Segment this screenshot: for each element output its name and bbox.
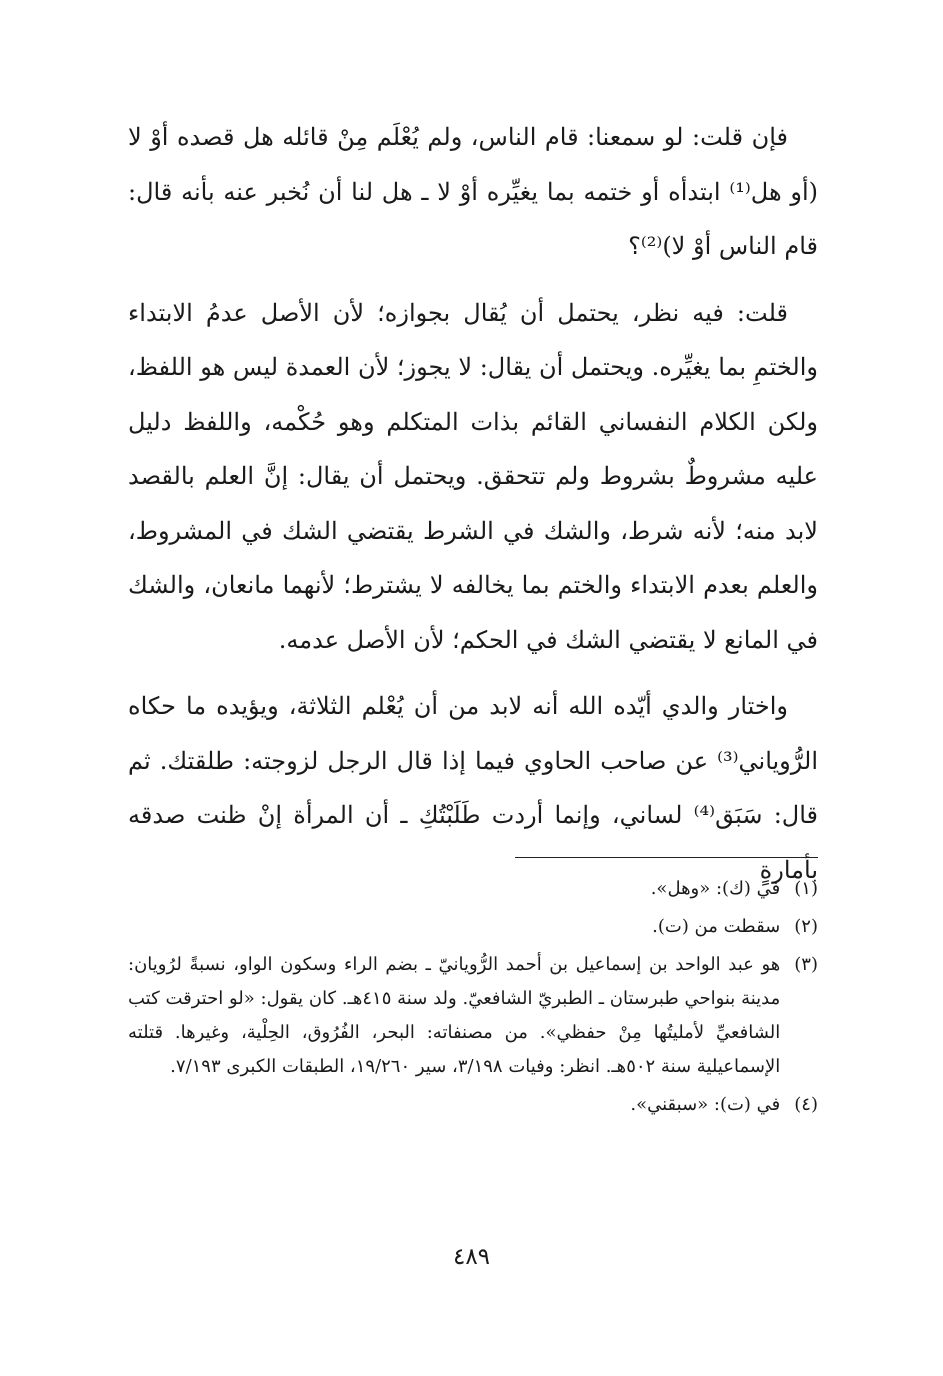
footnote-item (128, 872, 818, 906)
footnote-item (128, 948, 818, 1084)
footnote-number: (١) (794, 878, 818, 899)
footnote-text: في (ك): «وهل». (650, 878, 781, 899)
main-text (128, 110, 818, 897)
footnote-text: هو عبد الواحد بن إسماعيل بن أحمد الرُّويانيّ ـ بضم الراء وسكون الواو، نسبةً لرُويان: مدينة بنواحي طبرستان ـ الطبريّ الشافعيّ. ولد سنة ٤١٥هـ. كان يقول: «لو احترقت كتب الشافعيِّ لأمليتُها مِنْ حفظي». من مصنفاته: البحر، الفُرُوق، الحِلْية، وغيرها. قتلته الإسماعيلية سنة ٥٠٢هـ. انظر: وفيات ٣/١٩٨، سير ١٩/٢٦٠، الطبقات الكبرى ٧/١٩٣. (128, 954, 781, 1077)
paragraph-2: قلت: فيه نظر، يحتمل أن يُقال بجوازه؛ لأن الأصل عدمُ الابتداء والختمِ بما يغيِّره. ويحتمل أن يقال: لا يجوز؛ لأن العمدة ليس هو اللفظ، ولكن الكلام النفساني القائم بذات المتكلم وهو حُكْمه، واللفظ دليل عليه مشروطٌ بشروط ولم تتحقق. ويحتمل أن يقال: إنَّ العلم بالقصد لابد منه؛ لأنه شرط، والشك في الشرط يقتضي الشك في المشروط، والعلم بعدم الابتداء والختم بما يخالفه لا يشترط؛ لأنهما مانعان، والشك في المانع لا يقتضي الشك في الحكم؛ لأن الأصل عدمه. (128, 298, 818, 654)
paragraph-1: فإن قلت: لو سمعنا: قام الناس، ولم يُعْلَم مِنْ قائله هل قصده أوْ لا (أو هل⁽¹⁾ ابتدأه أو ختمه بما يغيِّره أوْ لا ـ هل لنا أن نُخبر عنه بأنه قال: قام الناس أوْ لا)⁽²⁾؟ (128, 123, 819, 260)
footnote-item (128, 1088, 818, 1122)
footnote-number: (٢) (794, 916, 818, 937)
paragraph-3: واختار والدي أيّده الله أنه لابد من أن يُعْلم الثلاثة، ويؤيده ما حكاه الرُّوياني⁽³⁾ عن صاحب الحاوي فيما إذا قال الرجل لزوجته: طلقتك. ثم قال: سَبَق⁽⁴⁾ لساني، وإنما أردت طَلَبْتُكِ ـ أن المرأة إنْ ظنت صدقه بأمارةٍ (128, 692, 818, 884)
page-number: ٤٨٩ (452, 1244, 491, 1270)
footnote-number: (٣) (794, 954, 818, 975)
footnote-number: (٤) (794, 1094, 818, 1115)
footnote-text: في (ت): «سبقني». (630, 1094, 781, 1115)
footnote-separator (515, 857, 818, 858)
footnote-item (128, 910, 818, 944)
footnote-text: سقطت من (ت). (652, 916, 781, 937)
footnotes (128, 872, 818, 1126)
